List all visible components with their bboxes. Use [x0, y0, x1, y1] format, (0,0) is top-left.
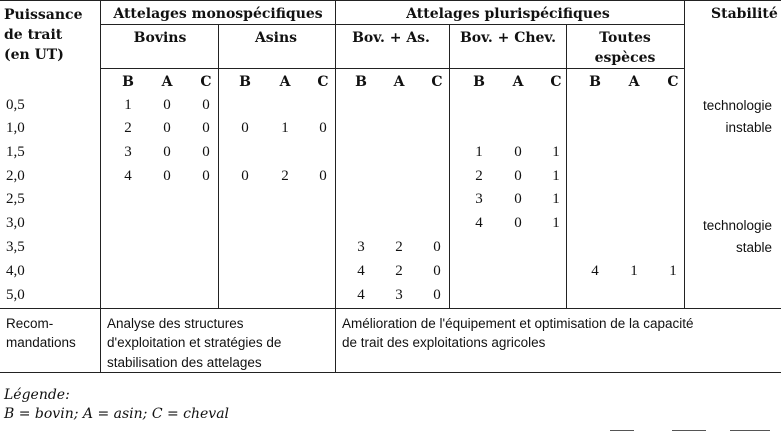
rule-v-bovas-bovchev — [449, 24, 450, 308]
letter-header-bovins-0: B — [122, 74, 134, 90]
rule-recommendations-bottom — [0, 372, 781, 373]
letter-header-bov_chev-0: B — [473, 74, 485, 90]
letter-header-toutes-1: A — [628, 74, 640, 90]
sub-header-bov-chev: Bov. + Chev. — [459, 30, 557, 46]
cell-bovins-b: 4 — [124, 168, 132, 184]
cell-bov_as-a: 3 — [395, 287, 403, 303]
cell-bovins-c: 0 — [202, 97, 210, 113]
cell-asins-b: 0 — [241, 168, 249, 184]
power-value: 2,5 — [6, 191, 25, 207]
letter-header-bov_chev-2: C — [550, 74, 562, 90]
cell-bovins-c: 0 — [202, 120, 210, 136]
power-value: 3,5 — [6, 239, 25, 255]
cell-toutes-a: 1 — [630, 263, 638, 279]
rule-group-header — [100, 24, 684, 25]
legend-text: B = bovin; A = asin; C = cheval — [4, 406, 230, 422]
cell-bovins-b: 1 — [124, 97, 132, 113]
sub-header-toutes-line1: Toutes — [599, 30, 651, 46]
cell-bov_as-a: 2 — [395, 239, 403, 255]
cell-asins-a: 2 — [281, 168, 289, 184]
cell-bov_as-c: 0 — [433, 239, 441, 255]
stability-stable-line1: technologie — [702, 218, 772, 233]
cell-bov_chev-c: 1 — [552, 215, 560, 231]
power-value: 4,0 — [6, 263, 25, 279]
letter-header-bovins-1: A — [161, 74, 173, 90]
letter-header-bov_as-1: A — [393, 74, 405, 90]
letter-header-toutes-2: C — [667, 74, 679, 90]
stability-stable-line2: stable — [735, 240, 772, 255]
cell-bovins-a: 0 — [163, 120, 171, 136]
cell-asins-c: 0 — [319, 168, 327, 184]
cell-bov_as-a: 2 — [395, 263, 403, 279]
cell-bov_chev-a: 0 — [514, 168, 522, 184]
cell-bovins-a: 0 — [163, 144, 171, 160]
sub-header-bovins: Bovins — [133, 30, 187, 46]
cell-bov_chev-a: 0 — [514, 215, 522, 231]
power-header-line1: Puissance — [4, 7, 83, 23]
stability-header: Stabilité — [711, 6, 778, 22]
cell-bov_as-b: 4 — [357, 263, 365, 279]
cell-bovins-b: 2 — [124, 120, 132, 136]
cell-bovins-b: 3 — [124, 144, 132, 160]
scan-mark — [730, 430, 770, 431]
cell-toutes-c: 1 — [669, 263, 677, 279]
pluri-group-header: Attelages plurispécifiques — [406, 6, 610, 22]
scan-mark — [672, 430, 706, 431]
rule-v-mono-pluri — [335, 0, 336, 372]
cell-asins-b: 0 — [241, 120, 249, 136]
recommendation-pluri-line2: de trait des exploitations agricoles — [342, 335, 546, 350]
letter-header-bovins-2: C — [200, 74, 212, 90]
power-value: 3,0 — [6, 215, 25, 231]
letter-header-asins-1: A — [279, 74, 291, 90]
cell-bov_chev-c: 1 — [552, 144, 560, 160]
cell-bov_chev-b: 2 — [475, 168, 483, 184]
cell-bovins-c: 0 — [202, 168, 210, 184]
cell-bov_chev-c: 1 — [552, 191, 560, 207]
power-value: 5,0 — [6, 287, 25, 303]
rule-v-power — [100, 0, 101, 372]
stability-unstable-line1: technologie — [702, 98, 772, 113]
cell-bov_as-b: 4 — [357, 287, 365, 303]
cell-bovins-c: 0 — [202, 144, 210, 160]
power-value: 0,5 — [6, 97, 25, 113]
cell-bov_chev-b: 1 — [475, 144, 483, 160]
cell-bovins-a: 0 — [163, 168, 171, 184]
sub-header-bov-as: Bov. + As. — [352, 30, 430, 46]
power-value: 1,5 — [6, 144, 25, 160]
power-header-line3: (en UT) — [4, 47, 64, 63]
power-value: 2,0 — [6, 168, 25, 184]
cell-bov_chev-a: 0 — [514, 191, 522, 207]
recommendation-mono-line1: Analyse des structures — [107, 316, 244, 331]
rule-data-bottom — [0, 308, 781, 309]
letter-header-bov_as-0: B — [355, 74, 367, 90]
mono-group-header: Attelages monospécifiques — [113, 6, 323, 22]
stability-unstable-line2: instable — [725, 120, 772, 135]
letter-header-asins-2: C — [317, 74, 329, 90]
recommendation-mono-line3: stabilisation des attelages — [107, 355, 262, 370]
recommendations-label-line1: Recom- — [6, 316, 54, 331]
letter-header-bov_as-2: C — [431, 74, 443, 90]
legend-title: Légende: — [4, 387, 70, 403]
power-header-line2: de trait — [4, 27, 63, 43]
cell-bov_chev-b: 3 — [475, 191, 483, 207]
sub-header-toutes-line2: espèces — [594, 50, 656, 66]
cell-asins-c: 0 — [319, 120, 327, 136]
recommendations-label-line2: mandations — [6, 335, 76, 350]
scan-mark — [610, 430, 634, 431]
rule-v-bovchev-toutes — [566, 24, 567, 308]
recommendation-pluri-line1: Amélioration de l'équipement et optimisation de la capacité — [342, 316, 694, 331]
rule-v-stability — [684, 0, 685, 308]
letter-header-toutes-0: B — [589, 74, 601, 90]
cell-toutes-b: 4 — [591, 263, 599, 279]
rule-top — [0, 0, 781, 1]
cell-asins-a: 1 — [281, 120, 289, 136]
letter-header-bov_chev-1: A — [512, 74, 524, 90]
cell-bov_as-c: 0 — [433, 263, 441, 279]
cell-bov_chev-b: 4 — [475, 215, 483, 231]
letter-header-asins-0: B — [239, 74, 251, 90]
cell-bovins-a: 0 — [163, 97, 171, 113]
recommendation-mono-line2: d'exploitation et stratégies de — [107, 335, 282, 350]
cell-bov_chev-c: 1 — [552, 168, 560, 184]
rule-v-bovins-asins — [218, 24, 219, 308]
sub-header-asins: Asins — [254, 30, 298, 46]
cell-bov_as-b: 3 — [357, 239, 365, 255]
power-value: 1,0 — [6, 120, 25, 136]
cell-bov_chev-a: 0 — [514, 144, 522, 160]
rule-subheader — [100, 68, 684, 69]
cell-bov_as-c: 0 — [433, 287, 441, 303]
